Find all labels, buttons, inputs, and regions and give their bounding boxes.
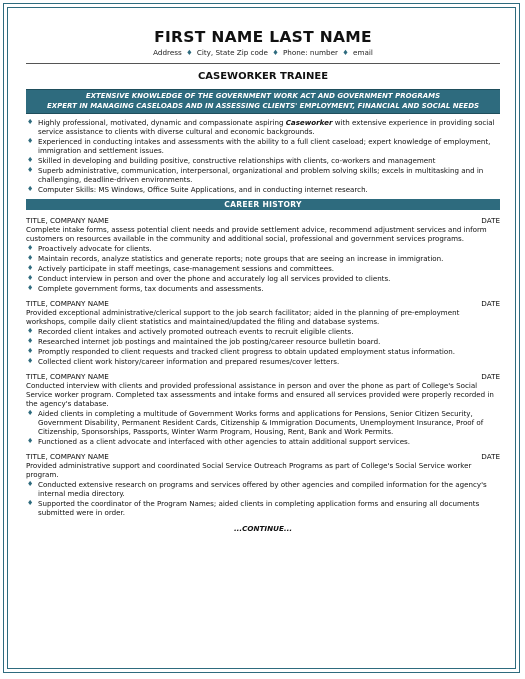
diamond-bullet-icon: ♦ <box>27 437 34 445</box>
job-title: TITLE, COMPANY NAME <box>26 216 109 225</box>
job-date: DATE <box>481 452 500 461</box>
contact-address: Address <box>153 48 182 57</box>
header-divider <box>26 63 500 64</box>
diamond-bullet-icon: ♦ <box>27 327 34 335</box>
diamond-bullet-icon: ♦ <box>27 499 34 507</box>
banner-line: EXTENSIVE KNOWLEDGE OF THE GOVERNMENT WORK ACT AND GOVERNMENT PROGRAMS <box>85 92 441 100</box>
job-entry <box>26 299 500 366</box>
diamond-bullet-icon: ♦ <box>27 254 34 262</box>
diamond-bullet-icon: ♦ <box>27 357 34 365</box>
diamond-bullet-icon: ♦ <box>27 274 34 282</box>
diamond-bullet-icon: ♦ <box>27 409 34 417</box>
summary-item: ♦ Highly professional, motivated, dynamic and compassionate aspiring Caseworker with extensive experience in providing social service assistance to clients with diverse cultural and economic backgrounds. <box>27 118 495 136</box>
diamond-bullet-icon: ♦ <box>27 347 34 355</box>
job-bullets <box>26 327 500 366</box>
job-bullet: ♦ Recorded client intakes and actively promoted outreach events to recruit eligible clients. <box>27 327 354 336</box>
separator-diamond-icon: ♦ <box>272 48 279 57</box>
job-entry <box>26 372 500 446</box>
summary-item: ♦ Superb administrative, communication, interpersonal, organizational and problem solving skills; excels in multitasking and in challenging, deadline-driven environments. <box>27 166 484 184</box>
job-bullet: ♦ Functioned as a client advocate and interfaced with other agencies to attain additional support services. <box>27 437 411 446</box>
job-title: TITLE, COMPANY NAME <box>26 299 109 308</box>
job-bullet: ♦ Aided clients in completing a multitude of Government Works forms and applications for Pensions, Senior Citizen Security, Government Disability, Permanent Resident Cards, Citizenship & Immigration Documents, Unemployment Insurance, Proof of Citizenship, Sponsorships, Passports, Winter Warm Program, Housing, Rent, Bank and Work Permits. <box>27 409 484 436</box>
job-bullet: ♦ Conducted extensive research on programs and services offered by other agencies and compiled information for the agency's internal media directory. <box>27 480 487 498</box>
diamond-bullet-icon: ♦ <box>27 284 34 292</box>
job-description: Conducted interview with clients and provided professional assistance in person and over the phone as part of College's Social Service worker program. Completed tax assessments and intake forms and ensured all services provided were properly recorded in the agency's database. <box>26 381 494 408</box>
summary-item: ♦ Computer Skills: MS Windows, Office Suite Applications, and in conducting internet research. <box>27 185 368 194</box>
job-date: DATE <box>481 299 500 308</box>
job-description: Provided exceptional administrative/clerical support to the job search facilitator; aided in the planning of pre-employment workshops, compile daily client statistics and maintained/updated the filing and database systems. <box>26 308 460 326</box>
job-title: TITLE, COMPANY NAME <box>26 372 109 381</box>
diamond-bullet-icon: ♦ <box>27 137 34 145</box>
diamond-bullet-icon: ♦ <box>27 185 34 193</box>
job-bullet: ♦ Complete government forms, tax documents and assessments. <box>27 284 264 293</box>
diamond-bullet-icon: ♦ <box>27 480 34 488</box>
contact-phone: Phone: number <box>282 48 338 57</box>
banner-line: EXPERT IN MANAGING CASELOADS AND IN ASSESSING CLIENTS' EMPLOYMENT, FINANCIAL AND SOCIAL NEEDS <box>46 101 480 110</box>
diamond-bullet-icon: ♦ <box>27 264 34 272</box>
job-header <box>26 299 500 308</box>
diamond-bullet-icon: ♦ <box>27 166 34 174</box>
job-header <box>26 452 500 461</box>
job-bullets <box>26 480 500 517</box>
diamond-bullet-icon: ♦ <box>27 337 34 345</box>
job-entry <box>26 216 500 293</box>
summary-list <box>26 118 500 194</box>
contact-city-state-zip: City, State Zip code <box>196 48 268 57</box>
job-bullet: ♦ Promptly responded to client requests and tracked client progress to obtain updated employment status information. <box>27 347 455 356</box>
job-bullet: ♦ Maintain records, analyze statistics and generate reports; note groups that are seeing an increase in immigration. <box>27 254 444 263</box>
job-header <box>26 216 500 225</box>
diamond-bullet-icon: ♦ <box>27 156 34 164</box>
resume-page <box>26 26 500 533</box>
contact-email: email <box>353 48 373 57</box>
job-bullets <box>26 244 500 293</box>
objective-title: CASEWORKER TRAINEE <box>197 71 329 82</box>
job-description: Complete intake forms, assess potential client needs and provide settlement advice, recommend adjustment services and inform customers on resources available in the community and additional social, professional and government services programs. <box>26 225 487 243</box>
career-history-heading: CAREER HISTORY <box>26 199 500 210</box>
job-bullet: ♦ Collected client work history/career information and prepared resumes/cover letters. <box>27 357 340 366</box>
job-bullet: ♦ Proactively advocate for clients. <box>27 244 152 253</box>
objective-banner <box>26 89 500 114</box>
job-title: TITLE, COMPANY NAME <box>26 452 109 461</box>
diamond-bullet-icon: ♦ <box>27 244 34 252</box>
job-bullet: ♦ Conduct interview in person and over the phone and accurately log all services provided to clients. <box>27 274 391 283</box>
summary-item: ♦ Skilled in developing and building positive, constructive relationships with clients, co-workers and management <box>27 156 436 165</box>
continue-label: ...CONTINUE... <box>233 524 293 533</box>
job-bullet: ♦ Actively participate in staff meetings, case-management sessions and committees. <box>27 264 335 273</box>
job-bullet: ♦ Researched internet job postings and maintained the job posting/career resource bulletin board. <box>27 337 381 346</box>
separator-diamond-icon: ♦ <box>342 48 349 57</box>
job-entry <box>26 452 500 517</box>
separator-diamond-icon: ♦ <box>186 48 193 57</box>
job-description: Provided administrative support and coordinated Social Service Outreach Programs as part of College's Social Service worker program. <box>26 461 472 479</box>
job-bullets <box>26 409 500 446</box>
job-date: DATE <box>481 372 500 381</box>
job-bullet: ♦ Supported the coordinator of the Program Names; aided clients in completing application forms and ensuring all documents submitted were in order. <box>27 499 480 517</box>
job-header <box>26 372 500 381</box>
candidate-name: FIRST NAME LAST NAME <box>154 28 372 46</box>
job-date: DATE <box>481 216 500 225</box>
summary-item: ♦ Experienced in conducting intakes and assessments with the ability to a full client caseload; expert knowledge of employment, immigration and settlement issues. <box>27 137 491 155</box>
diamond-bullet-icon: ♦ <box>27 118 34 126</box>
contact-line <box>26 47 500 59</box>
